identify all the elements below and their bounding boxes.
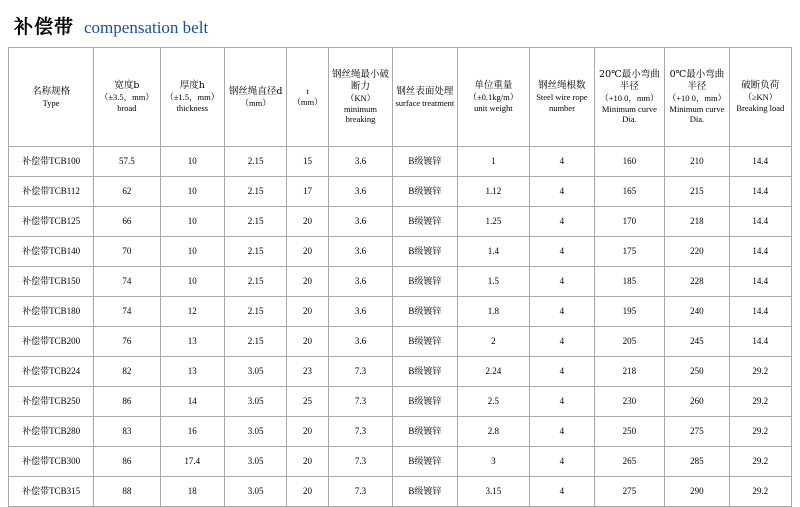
cell-thickness: 18 (160, 477, 224, 507)
column-header-en: Minimum curve Dia. (669, 103, 725, 125)
cell-breaking-load: 14.4 (729, 267, 791, 297)
table-header (9, 48, 792, 147)
cell-surface-treatment: B级镀锌 (393, 327, 457, 357)
cell-curve-dia-20c: 218 (594, 357, 665, 387)
cell-curve-dia-20c: 205 (594, 327, 665, 357)
cell-broad: 88 (94, 477, 160, 507)
column-header-sub: （+10 0，mm） (600, 92, 659, 103)
cell-rope-diameter: 3.05 (224, 417, 286, 447)
column-header-t (287, 48, 329, 147)
cell-rope-number: 4 (530, 447, 594, 477)
cell-breaking-load: 14.4 (729, 177, 791, 207)
table-row (9, 297, 792, 327)
cell-broad: 86 (94, 387, 160, 417)
cell-rope-diameter: 2.15 (224, 297, 286, 327)
cell-rope-number: 4 (530, 387, 594, 417)
table-row (9, 357, 792, 387)
column-header-en: Minimum curve Dia. (601, 103, 657, 125)
cell-rope-number: 4 (530, 147, 594, 177)
cell-rope-number: 4 (530, 267, 594, 297)
column-header-en: unit weight (474, 102, 513, 113)
cell-rope-diameter: 2.15 (224, 207, 286, 237)
cell-curve-dia-20c: 175 (594, 237, 665, 267)
cell-surface-treatment: B级镀锌 (393, 387, 457, 417)
cell-thickness: 10 (160, 207, 224, 237)
cell-surface-treatment: B级镀锌 (393, 177, 457, 207)
column-header-en: Steel wire rope number (536, 92, 588, 113)
cell-broad: 57.5 (94, 147, 160, 177)
cell-breaking-load: 29.2 (729, 417, 791, 447)
cell-breaking-load: 14.4 (729, 297, 791, 327)
cell-breaking-load: 29.2 (729, 477, 791, 507)
column-header-cn: 名称规格 (32, 85, 71, 97)
cell-min-breaking-force: 3.6 (328, 237, 392, 267)
cell-curve-dia-20c: 170 (594, 207, 665, 237)
cell-rope-diameter: 2.15 (224, 237, 286, 267)
cell-type: 补偿带TCB112 (9, 177, 94, 207)
cell-rope-diameter: 2.15 (224, 147, 286, 177)
cell-broad: 83 (94, 417, 160, 447)
cell-rope-number: 4 (530, 327, 594, 357)
column-header-sub: （+10 0，mm） (667, 92, 727, 103)
cell-min-breaking-force: 7.3 (328, 417, 392, 447)
cell-type: 补偿带TCB280 (9, 417, 94, 447)
cell-broad: 70 (94, 237, 160, 267)
cell-t: 20 (287, 447, 329, 477)
cell-curve-dia-20c: 165 (594, 177, 665, 207)
column-header-cn: 钢丝表面处理 (396, 85, 454, 97)
cell-curve-dia-0c: 290 (665, 477, 729, 507)
cell-min-breaking-force: 3.6 (328, 327, 392, 357)
cell-curve-dia-0c: 220 (665, 237, 729, 267)
cell-t: 20 (287, 207, 329, 237)
table-body (9, 147, 792, 507)
cell-t: 25 (287, 387, 329, 417)
column-header-cn: 破断负荷 (741, 80, 780, 92)
cell-broad: 62 (94, 177, 160, 207)
cell-surface-treatment: B级镀锌 (393, 297, 457, 327)
column-header-breaking-load (729, 48, 791, 147)
cell-rope-diameter: 2.15 (224, 177, 286, 207)
cell-min-breaking-force: 7.3 (328, 357, 392, 387)
cell-breaking-load: 29.2 (729, 387, 791, 417)
column-header-broad (94, 48, 160, 147)
cell-broad: 86 (94, 447, 160, 477)
column-header-surface-treatment (393, 48, 457, 147)
cell-curve-dia-20c: 230 (594, 387, 665, 417)
cell-curve-dia-0c: 228 (665, 267, 729, 297)
column-header-cn: 钢丝绳根数 (538, 80, 586, 92)
cell-t: 20 (287, 267, 329, 297)
cell-unit-weight: 1.5 (457, 267, 530, 297)
column-header-min-breaking-force (328, 48, 392, 147)
column-header-sub: （±3.5，mm） (99, 92, 154, 103)
cell-thickness: 10 (160, 267, 224, 297)
cell-unit-weight: 2 (457, 327, 530, 357)
cell-rope-number: 4 (530, 477, 594, 507)
cell-rope-number: 4 (530, 237, 594, 267)
cell-curve-dia-20c: 195 (594, 297, 665, 327)
cell-rope-diameter: 3.05 (224, 447, 286, 477)
cell-rope-number: 4 (530, 177, 594, 207)
cell-breaking-load: 14.4 (729, 207, 791, 237)
column-header-unit-weight (457, 48, 530, 147)
cell-rope-diameter: 3.05 (224, 387, 286, 417)
column-header-sub: （mm） (292, 97, 323, 107)
cell-thickness: 17.4 (160, 447, 224, 477)
cell-type: 补偿带TCB200 (9, 327, 94, 357)
column-header-rope-diameter (224, 48, 286, 147)
table-row (9, 237, 792, 267)
cell-t: 20 (287, 327, 329, 357)
cell-t: 20 (287, 297, 329, 327)
cell-thickness: 10 (160, 147, 224, 177)
cell-surface-treatment: B级镀锌 (393, 477, 457, 507)
column-header-type (9, 48, 94, 147)
cell-min-breaking-force: 7.3 (328, 477, 392, 507)
cell-broad: 74 (94, 267, 160, 297)
cell-thickness: 13 (160, 327, 224, 357)
column-header-cn: 厚度h (179, 80, 205, 92)
cell-unit-weight: 2.24 (457, 357, 530, 387)
table-header-row (9, 48, 792, 147)
cell-t: 20 (287, 477, 329, 507)
column-header-en: surface treatment (395, 97, 455, 108)
cell-rope-diameter: 3.05 (224, 357, 286, 387)
cell-rope-number: 4 (530, 297, 594, 327)
cell-curve-dia-0c: 215 (665, 177, 729, 207)
cell-broad: 82 (94, 357, 160, 387)
cell-rope-diameter: 2.15 (224, 327, 286, 357)
column-header-rope-number (530, 48, 594, 147)
table-row (9, 327, 792, 357)
cell-rope-number: 4 (530, 417, 594, 447)
column-header-cn: 20℃最小弯曲半径 (599, 69, 660, 93)
cell-unit-weight: 2.8 (457, 417, 530, 447)
cell-broad: 66 (94, 207, 160, 237)
table-row (9, 177, 792, 207)
cell-surface-treatment: B级镀锌 (393, 147, 457, 177)
column-header-cn: t (306, 86, 309, 97)
table-row (9, 417, 792, 447)
cell-breaking-load: 14.4 (729, 147, 791, 177)
cell-curve-dia-0c: 245 (665, 327, 729, 357)
cell-broad: 74 (94, 297, 160, 327)
cell-t: 17 (287, 177, 329, 207)
cell-type: 补偿带TCB180 (9, 297, 94, 327)
cell-curve-dia-0c: 275 (665, 417, 729, 447)
cell-thickness: 16 (160, 417, 224, 447)
cell-type: 补偿带TCB140 (9, 237, 94, 267)
column-header-en: broad (117, 102, 137, 113)
cell-type: 补偿带TCB224 (9, 357, 94, 387)
cell-curve-dia-20c: 160 (594, 147, 665, 177)
column-header-cn: 宽度b (114, 80, 140, 92)
cell-surface-treatment: B级镀锌 (393, 207, 457, 237)
column-header-thickness (160, 48, 224, 147)
cell-curve-dia-20c: 185 (594, 267, 665, 297)
column-header-cn: 钢丝绳直径d (228, 85, 283, 97)
table-row (9, 147, 792, 177)
column-header-en: minimum breaking (343, 103, 378, 125)
cell-curve-dia-0c: 250 (665, 357, 729, 387)
column-header-cn: 单位重量 (474, 80, 513, 92)
column-header-en: Breaking load (736, 102, 785, 113)
cell-min-breaking-force: 3.6 (328, 267, 392, 297)
cell-broad: 76 (94, 327, 160, 357)
cell-unit-weight: 3 (457, 447, 530, 477)
cell-min-breaking-force: 3.6 (328, 297, 392, 327)
table-row (9, 447, 792, 477)
cell-curve-dia-0c: 260 (665, 387, 729, 417)
cell-breaking-load: 29.2 (729, 357, 791, 387)
table-row (9, 207, 792, 237)
cell-t: 20 (287, 237, 329, 267)
column-header-en: thickness (176, 102, 209, 113)
column-header-sub: （≥KN） (743, 92, 778, 103)
cell-breaking-load: 14.4 (729, 327, 791, 357)
specification-table (8, 47, 792, 507)
cell-type: 补偿带TCB100 (9, 147, 94, 177)
table-row (9, 267, 792, 297)
column-header-curve-dia-0c (665, 48, 729, 147)
cell-thickness: 10 (160, 237, 224, 267)
table-row (9, 387, 792, 417)
cell-surface-treatment: B级镀锌 (393, 237, 457, 267)
cell-min-breaking-force: 3.6 (328, 177, 392, 207)
column-header-sub: （±0.1kg/m） (468, 92, 519, 103)
cell-unit-weight: 1.25 (457, 207, 530, 237)
cell-type: 补偿带TCB150 (9, 267, 94, 297)
cell-curve-dia-20c: 275 (594, 477, 665, 507)
cell-breaking-load: 29.2 (729, 447, 791, 477)
cell-curve-dia-20c: 265 (594, 447, 665, 477)
cell-type: 补偿带TCB315 (9, 477, 94, 507)
cell-unit-weight: 1.8 (457, 297, 530, 327)
cell-rope-number: 4 (530, 357, 594, 387)
cell-surface-treatment: B级镀锌 (393, 447, 457, 477)
cell-type: 补偿带TCB300 (9, 447, 94, 477)
cell-min-breaking-force: 7.3 (328, 387, 392, 417)
cell-curve-dia-0c: 210 (665, 147, 729, 177)
cell-min-breaking-force: 3.6 (328, 207, 392, 237)
cell-t: 23 (287, 357, 329, 387)
cell-rope-diameter: 3.05 (224, 477, 286, 507)
cell-unit-weight: 1.12 (457, 177, 530, 207)
cell-unit-weight: 1.4 (457, 237, 530, 267)
cell-surface-treatment: B级镀锌 (393, 357, 457, 387)
page-title-en: compensation belt (84, 18, 209, 37)
cell-breaking-load: 14.4 (729, 237, 791, 267)
cell-rope-diameter: 2.15 (224, 267, 286, 297)
column-header-sub: （±1.5，mm） (165, 92, 220, 103)
cell-t: 20 (287, 417, 329, 447)
cell-min-breaking-force: 7.3 (328, 447, 392, 477)
cell-unit-weight: 1 (457, 147, 530, 177)
cell-min-breaking-force: 3.6 (328, 147, 392, 177)
cell-surface-treatment: B级镀锌 (393, 267, 457, 297)
column-header-en: Type (42, 97, 60, 108)
cell-type: 补偿带TCB125 (9, 207, 94, 237)
cell-surface-treatment: B级镀锌 (393, 417, 457, 447)
page-title-cn: 补偿带 (14, 16, 75, 38)
cell-thickness: 10 (160, 177, 224, 207)
cell-t: 15 (287, 147, 329, 177)
table-row (9, 477, 792, 507)
cell-unit-weight: 2.5 (457, 387, 530, 417)
column-header-curve-dia-20c (594, 48, 665, 147)
page-title (8, 10, 792, 47)
cell-thickness: 12 (160, 297, 224, 327)
cell-type: 补偿带TCB250 (9, 387, 94, 417)
cell-thickness: 14 (160, 387, 224, 417)
cell-thickness: 13 (160, 357, 224, 387)
column-header-sub: （KN） (345, 92, 376, 103)
column-header-cn: 0℃最小弯曲半径 (669, 69, 725, 93)
cell-rope-number: 4 (530, 207, 594, 237)
column-header-sub: （mm） (240, 97, 271, 108)
cell-curve-dia-20c: 250 (594, 417, 665, 447)
column-header-cn: 钢丝绳最小破断力 (331, 69, 389, 93)
cell-curve-dia-0c: 285 (665, 447, 729, 477)
cell-unit-weight: 3.15 (457, 477, 530, 507)
cell-curve-dia-0c: 218 (665, 207, 729, 237)
cell-curve-dia-0c: 240 (665, 297, 729, 327)
